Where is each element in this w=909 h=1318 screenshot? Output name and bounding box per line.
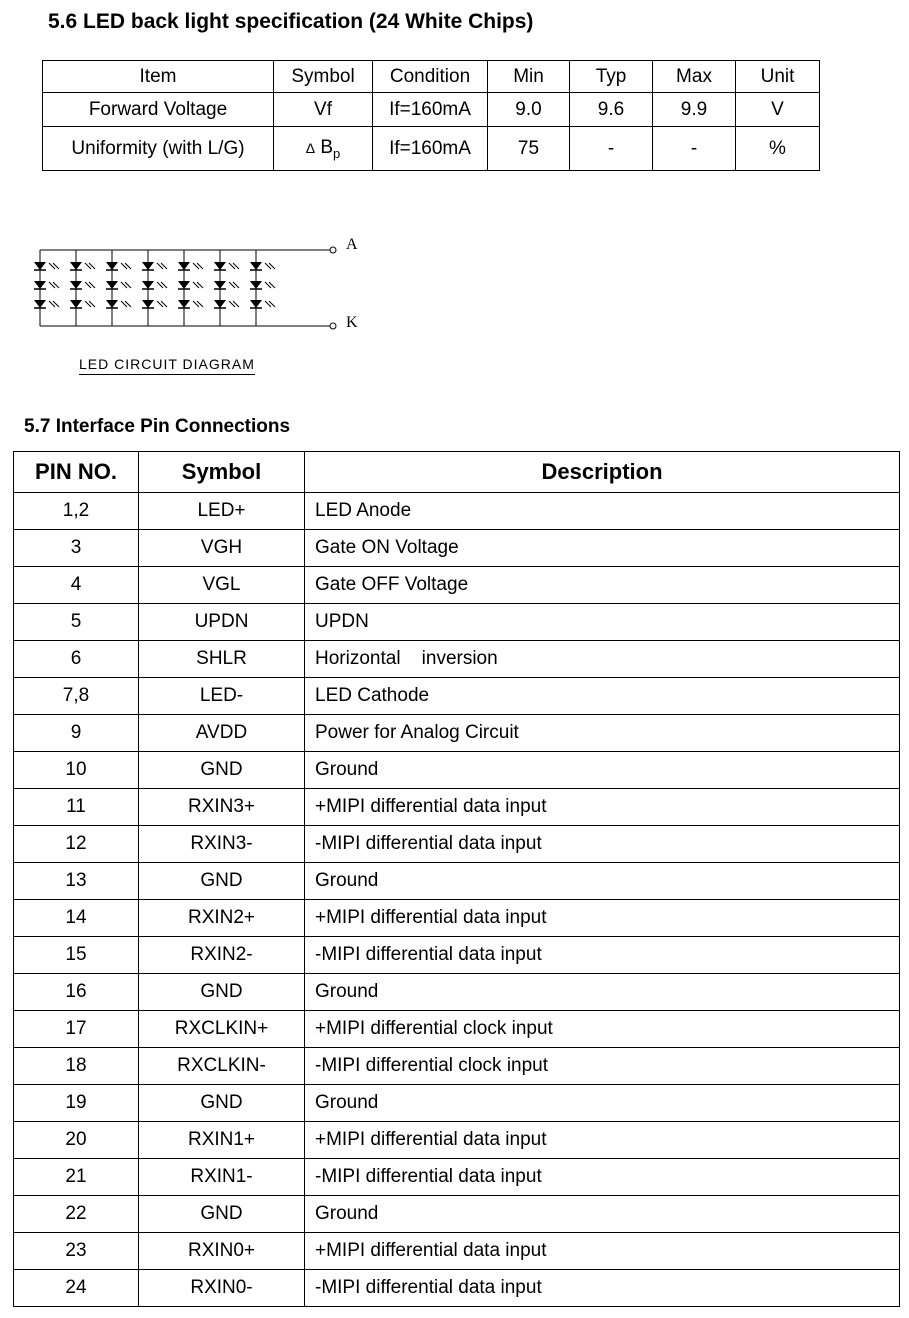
pin-description: +MIPI differential data input [305,900,900,937]
pin-number: 1,2 [14,493,139,530]
led-diode-icon [106,262,118,270]
pin-row [14,1122,900,1159]
pin-number: 7,8 [14,678,139,715]
pin-row [14,863,900,900]
led-diode-icon [34,262,46,270]
pin-description: +MIPI differential data input [305,1122,900,1159]
spec-unit: V [736,93,820,127]
pin-header-row [14,452,900,493]
pin-description: +MIPI differential clock input [305,1011,900,1048]
spec-max: 9.9 [653,93,736,127]
spec-item: Forward Voltage [43,93,274,127]
pin-symbol: AVDD [139,715,305,752]
led-diode-icon [34,281,46,289]
led-diode-icon [142,300,154,308]
pin-symbol: RXIN2- [139,937,305,974]
pin-number: 24 [14,1270,139,1307]
pin-symbol: RXIN0- [139,1270,305,1307]
pin-symbol: GND [139,1085,305,1122]
pin-row [14,715,900,752]
pin-row [14,641,900,678]
header-symbol: Symbol [274,61,373,93]
pin-description: +MIPI differential data input [305,789,900,826]
spec-typ: - [570,127,653,171]
spec-min: 75 [488,127,570,171]
pin-number: 15 [14,937,139,974]
anode-terminal-label: A [346,236,358,253]
pin-row [14,937,900,974]
spec-max: - [653,127,736,171]
spec-condition: If=160mA [373,127,488,171]
pin-number: 16 [14,974,139,1011]
pin-symbol: GND [139,1196,305,1233]
pin-row [14,1085,900,1122]
header-typ: Typ [570,61,653,93]
pin-symbol: GND [139,974,305,1011]
pin-description: LED Anode [305,493,900,530]
pin-symbol: RXIN2+ [139,900,305,937]
pin-symbol: SHLR [139,641,305,678]
pin-number: 19 [14,1085,139,1122]
anode-terminal [330,247,336,253]
pin-row [14,1048,900,1085]
pin-number: 10 [14,752,139,789]
pin-symbol: RXCLKIN- [139,1048,305,1085]
pin-number: 21 [14,1159,139,1196]
pin-description: Power for Analog Circuit [305,715,900,752]
pin-row [14,493,900,530]
pin-row [14,530,900,567]
spec-symbol: Vf [274,93,373,127]
pin-description: Ground [305,1196,900,1233]
led-diode-icon [142,262,154,270]
pin-row [14,789,900,826]
pin-row [14,1011,900,1048]
pin-number: 6 [14,641,139,678]
spec-row-uniformity [43,127,820,171]
spec-item: Uniformity (with L/G) [43,127,274,171]
pin-number: 5 [14,604,139,641]
pin-number: 11 [14,789,139,826]
section-5-7-title: 5.7 Interface Pin Connections [24,416,291,437]
spec-symbol [274,127,373,171]
cathode-terminal-label: K [346,314,358,331]
spec-unit: % [736,127,820,171]
cathode-terminal [330,323,336,329]
diagram-caption: LED CIRCUIT DIAGRAM [79,356,255,375]
led-diode-icon [214,262,226,270]
pin-description: -MIPI differential data input [305,1270,900,1307]
led-diode-icon [178,300,190,308]
delta-symbol: Δ [305,139,316,156]
led-diode-icon [106,281,118,289]
pin-symbol: LED- [139,678,305,715]
pin-number: 23 [14,1233,139,1270]
pin-symbol: RXIN3+ [139,789,305,826]
section-5-6-title: 5.6 LED back light specification (24 White Chips) [48,10,534,33]
pin-description: Ground [305,974,900,1011]
pin-description: UPDN [305,604,900,641]
pin-number: 12 [14,826,139,863]
pin-row [14,1270,900,1307]
pin-number: 9 [14,715,139,752]
led-diode-icon [250,281,262,289]
header-pin-no: PIN NO. [14,452,139,493]
pin-number: 17 [14,1011,139,1048]
header-condition: Condition [373,61,488,93]
pin-description: Horizontal inversion [305,641,900,678]
pin-number: 20 [14,1122,139,1159]
led-diode-icon [214,300,226,308]
interface-pin-table [13,451,900,1307]
header-symbol: Symbol [139,452,305,493]
pin-row [14,678,900,715]
pin-symbol: VGH [139,530,305,567]
pin-row [14,567,900,604]
led-diode-icon [142,281,154,289]
pin-row [14,1233,900,1270]
pin-description: Ground [305,863,900,900]
pin-symbol: GND [139,863,305,900]
pin-description: +MIPI differential data input [305,1233,900,1270]
spec-typ: 9.6 [570,93,653,127]
pin-symbol: RXIN1- [139,1159,305,1196]
led-diode-icon [214,281,226,289]
pin-description: -MIPI differential clock input [305,1048,900,1085]
pin-description: -MIPI differential data input [305,937,900,974]
pin-row [14,752,900,789]
pin-symbol: RXCLKIN+ [139,1011,305,1048]
led-diode-icon [106,300,118,308]
spec-row-forward-voltage [43,93,820,127]
led-diode-icon [178,262,190,270]
pin-number: 22 [14,1196,139,1233]
led-diode-icon [70,262,82,270]
pin-symbol: RXIN0+ [139,1233,305,1270]
pin-description: Ground [305,752,900,789]
led-circuit-diagram [30,232,342,332]
led-diode-icon [250,300,262,308]
pin-number: 4 [14,567,139,604]
pin-description: Gate ON Voltage [305,530,900,567]
pin-number: 13 [14,863,139,900]
led-diode-icon [34,300,46,308]
pin-description: Gate OFF Voltage [305,567,900,604]
spec-header-row [43,61,820,93]
pin-symbol: RXIN1+ [139,1122,305,1159]
pin-row [14,604,900,641]
pin-number: 18 [14,1048,139,1085]
pin-description: -MIPI differential data input [305,1159,900,1196]
pin-row [14,1159,900,1196]
pin-row [14,826,900,863]
led-backlight-spec-table [42,60,820,171]
led-diode-icon [70,281,82,289]
pin-symbol: LED+ [139,493,305,530]
pin-row [14,974,900,1011]
pin-number: 3 [14,530,139,567]
pin-symbol: UPDN [139,604,305,641]
pin-description: -MIPI differential data input [305,826,900,863]
pin-description: Ground [305,1085,900,1122]
header-unit: Unit [736,61,820,93]
header-min: Min [488,61,570,93]
spec-condition: If=160mA [373,93,488,127]
led-diode-icon [70,300,82,308]
pin-description: LED Cathode [305,678,900,715]
symbol-main: B [320,136,334,158]
header-description: Description [305,452,900,493]
pin-number: 14 [14,900,139,937]
pin-row [14,900,900,937]
header-item: Item [43,61,274,93]
header-max: Max [653,61,736,93]
pin-symbol: RXIN3- [139,826,305,863]
spec-min: 9.0 [488,93,570,127]
pin-symbol: VGL [139,567,305,604]
pin-row [14,1196,900,1233]
pin-symbol: GND [139,752,305,789]
symbol-subscript: p [333,145,341,161]
led-diode-icon [178,281,190,289]
led-diode-icon [250,262,262,270]
